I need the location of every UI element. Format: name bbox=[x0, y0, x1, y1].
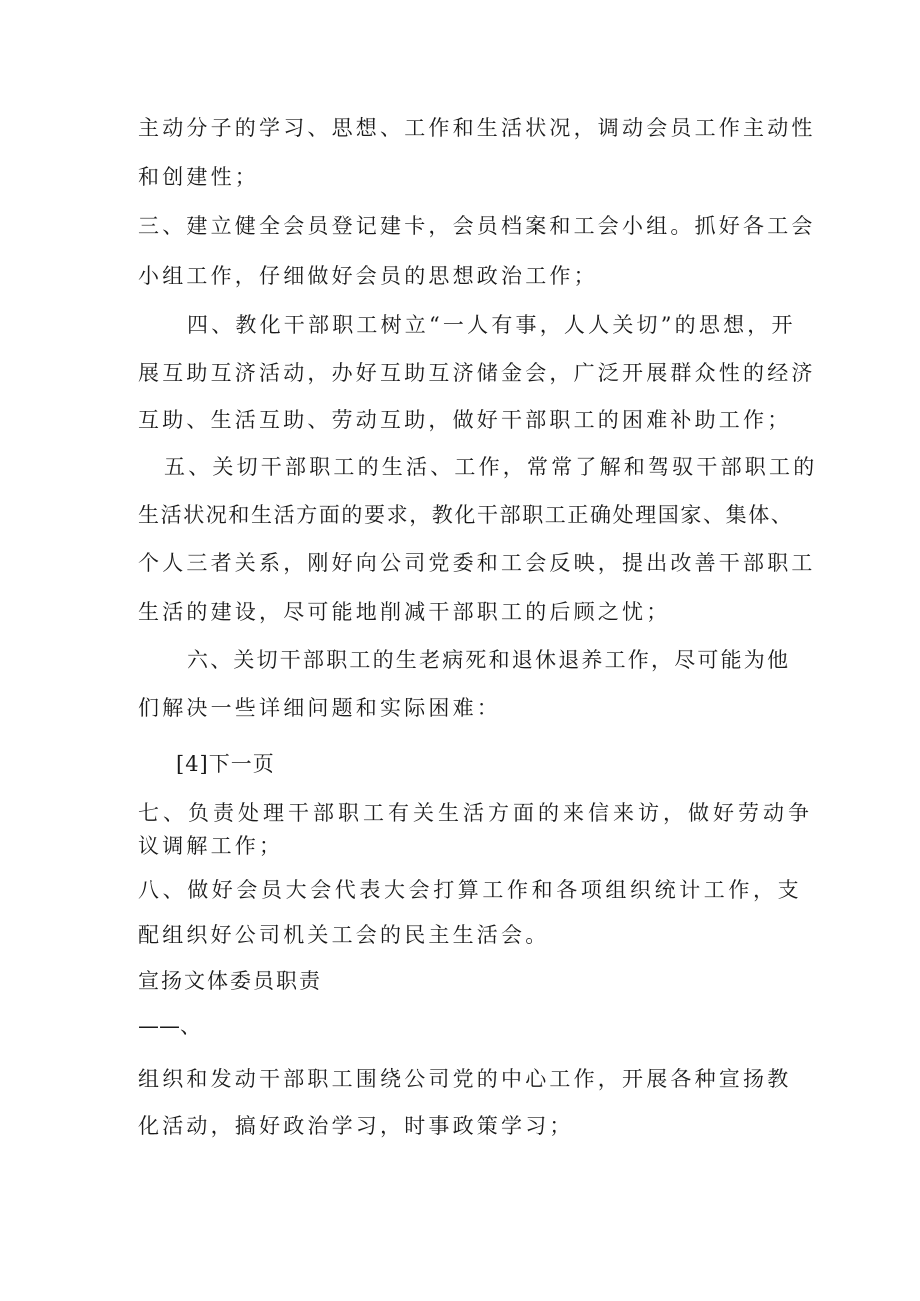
text-line: 和创建性； bbox=[138, 165, 259, 189]
text-line: 七、负责处理干部职工有关生活方面的来信来访，做好劳动争 bbox=[138, 801, 813, 825]
text-line: 化活动，搞好政治学习，时事政策学习； bbox=[138, 1114, 574, 1138]
text-line: 六、关切干部职工的生老病死和退休退养工作，尽可能为他 bbox=[187, 648, 791, 672]
text-line: 八、做好会员大会代表大会打算工作和各项组织统计工作，支 bbox=[138, 878, 803, 902]
text-line: 组织和发动干部职工围绕公司党的中心工作，开展各种宣扬教 bbox=[138, 1067, 792, 1091]
section-heading: 宣扬文体委员职责 bbox=[138, 969, 322, 993]
text-line: 三、建立健全会员登记建卡，会员档案和工会小组。抓好各工会 bbox=[138, 214, 816, 238]
text-line: 生活状况和生活方面的要求，教化干部职工正确处理国家、集体、 bbox=[138, 503, 794, 527]
text-line: 互助、生活互助、劳动互助，做好干部职工的困难补助工作； bbox=[138, 408, 792, 432]
text-line: 们解决一些详细问题和实际困难： bbox=[138, 696, 501, 720]
text-line: 展互助互济活动，办好互助互济储金会，广泛开展群众性的经济 bbox=[138, 361, 816, 385]
text-line: 个人三者关系，刚好向公司党委和工会反映，提出改善干部职工 bbox=[138, 551, 816, 575]
text-line: 主动分子的学习、思想、工作和生活状况，调动会员工作主动性 bbox=[138, 116, 816, 140]
text-line: 生活的建设，尽可能地削减干部职工的后顾之忧； bbox=[138, 600, 671, 624]
text-line: 四、教化干部职工树立“一人有事，人人关切”的思想，开 bbox=[187, 313, 796, 337]
text-line: 议调解工作； bbox=[138, 834, 284, 858]
text-line: 五、关切干部职工的生活、工作，常常了解和驾驭干部职工的 bbox=[164, 455, 818, 479]
page-link[interactable]: [4]下一页 bbox=[176, 752, 275, 776]
text-line: 配组织好公司机关工会的民主生活会。 bbox=[138, 923, 550, 947]
text-line: ——、 bbox=[138, 1014, 201, 1038]
text-line: 小组工作，仔细做好会员的思想政治工作； bbox=[138, 264, 598, 288]
